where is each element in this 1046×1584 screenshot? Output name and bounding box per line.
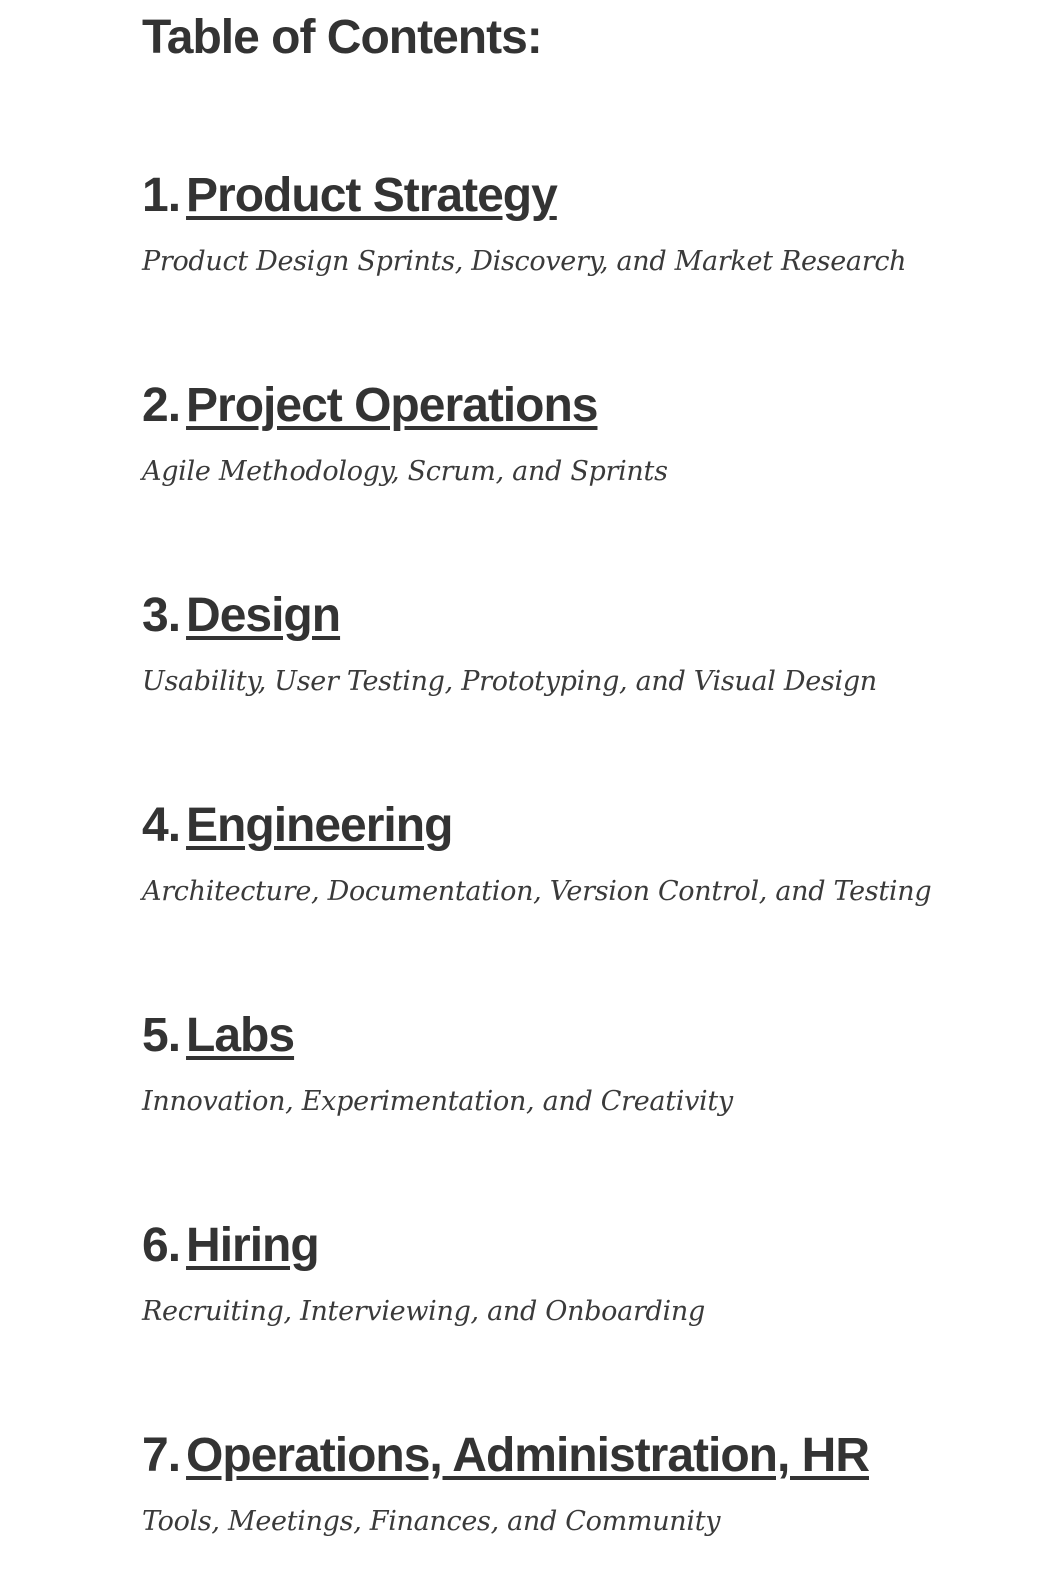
link-product-strategy[interactable]: Product Strategy — [186, 169, 557, 222]
toc-entry-project-operations — [142, 376, 1022, 490]
entry-heading — [142, 586, 1022, 646]
entry-heading — [142, 1006, 1022, 1066]
entry-heading — [142, 1216, 1022, 1276]
entry-description: Architecture, Documentation, Version Control, and Testing — [142, 876, 932, 907]
link-labs[interactable]: Labs — [186, 1009, 295, 1062]
link-design[interactable]: Design — [186, 589, 341, 642]
entry-description: Innovation, Experimentation, and Creativity — [142, 1086, 733, 1117]
entry-description: Recruiting, Interviewing, and Onboarding — [142, 1296, 705, 1327]
toc-entry-product-strategy — [142, 166, 1022, 280]
entry-number: 2. — [142, 379, 181, 432]
entry-number: 1. — [142, 169, 181, 222]
link-engineering[interactable]: Engineering — [186, 799, 453, 852]
entry-number: 5. — [142, 1009, 181, 1062]
link-hiring[interactable]: Hiring — [186, 1219, 319, 1272]
entry-number: 4. — [142, 799, 181, 852]
entry-number: 3. — [142, 589, 181, 642]
toc-entry-hiring — [142, 1216, 1022, 1330]
toc-title: Table of Contents: — [142, 11, 542, 64]
toc-entry-design — [142, 586, 1022, 700]
entry-heading — [142, 376, 1022, 436]
entry-number: 7. — [142, 1429, 181, 1482]
toc-entry-labs — [142, 1006, 1022, 1120]
entry-description: Tools, Meetings, Finances, and Community — [142, 1506, 721, 1537]
entry-heading — [142, 1426, 1022, 1486]
toc-entry-engineering — [142, 796, 1022, 910]
link-operations-administration-hr[interactable]: Operations, Administration, HR — [186, 1429, 869, 1482]
toc-entry-operations-administration-hr — [142, 1426, 1022, 1540]
entry-heading — [142, 796, 1022, 856]
entry-heading — [142, 166, 1022, 226]
entry-description: Usability, User Testing, Prototyping, and Visual Design — [142, 666, 877, 697]
entry-number: 6. — [142, 1219, 181, 1272]
entry-description: Agile Methodology, Scrum, and Sprints — [142, 456, 668, 487]
entry-description: Product Design Sprints, Discovery, and Market Research — [142, 246, 907, 277]
link-project-operations[interactable]: Project Operations — [186, 379, 598, 432]
